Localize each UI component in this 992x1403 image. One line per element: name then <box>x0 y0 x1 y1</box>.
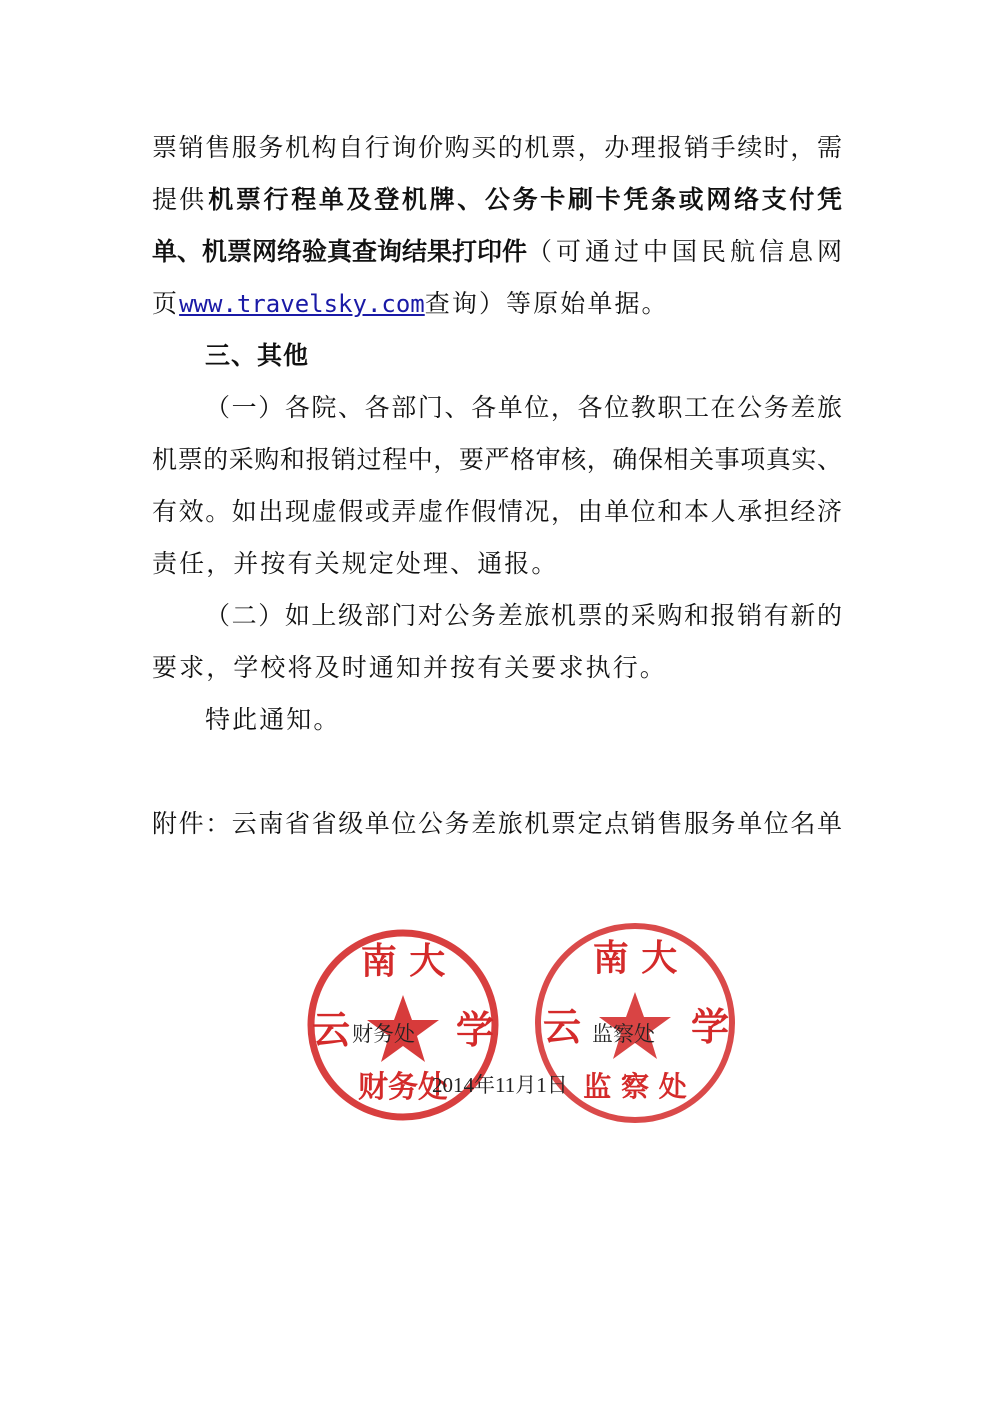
signature-date: 2014年11月1日 <box>432 1073 568 1097</box>
body-line-3 <box>152 237 842 267</box>
para1-line-2: 机票的采购和报销过程中，要严格审核，确保相关事项真实、 <box>152 445 842 474</box>
text-via-caac: （可通过中国民航信息网 <box>527 237 842 266</box>
body-line-1: 票销售服务机构自行询价购买的机票，办理报销手续时，需 <box>152 133 842 162</box>
body-line-4: 页www.travelsky.com查询）等原始单据。 <box>152 289 669 318</box>
para2-line-2: 要求，学校将及时通知并按有关要求执行。 <box>152 653 667 682</box>
supervision-seal-left: 云 <box>542 1005 582 1049</box>
supervision-seal-right: 学 <box>690 1005 730 1049</box>
attachment-line: 附件：云南省省级单位公务差旅机票定点销售服务单位名单 <box>152 809 842 838</box>
para1-line-4: 责任，并按有关规定处理、通报。 <box>152 549 559 578</box>
finance-seal-top: 南 大 <box>360 941 446 982</box>
bold-requirements: 机票行程单及登机牌、公务卡刷卡凭条或网络支付凭 <box>208 185 842 214</box>
finance-seal-bottom: 财务处 <box>358 1070 448 1105</box>
para1-line-1: （一）各院、各部门、各单位，各位教职工在公务差旅 <box>205 393 842 422</box>
closing-text: 特此通知。 <box>205 705 341 734</box>
section-heading: 三、其他 <box>205 341 310 370</box>
text-tigong: 提供 <box>152 185 207 214</box>
bold-verification: 单、机票网络验真查询结果打印件 <box>152 237 528 266</box>
para1-line-3: 有效。如出现虚假或弄虚作假情况，由单位和本人承担经济 <box>152 497 842 526</box>
finance-seal-left: 云 <box>311 1008 351 1052</box>
signature-finance: 财务处 <box>352 1022 415 1046</box>
para2-line-1: （二）如上级部门对公务差旅机票的采购和报销有新的 <box>205 601 842 630</box>
travelsky-link[interactable]: www.travelsky.com <box>179 290 425 318</box>
signature-supervision: 监察处 <box>592 1022 655 1046</box>
supervision-seal-bottom: 监 察 处 <box>583 1070 687 1103</box>
supervision-seal-top: 南 大 <box>592 938 678 979</box>
body-line-2 <box>152 185 842 215</box>
finance-seal-right: 学 <box>455 1008 495 1052</box>
